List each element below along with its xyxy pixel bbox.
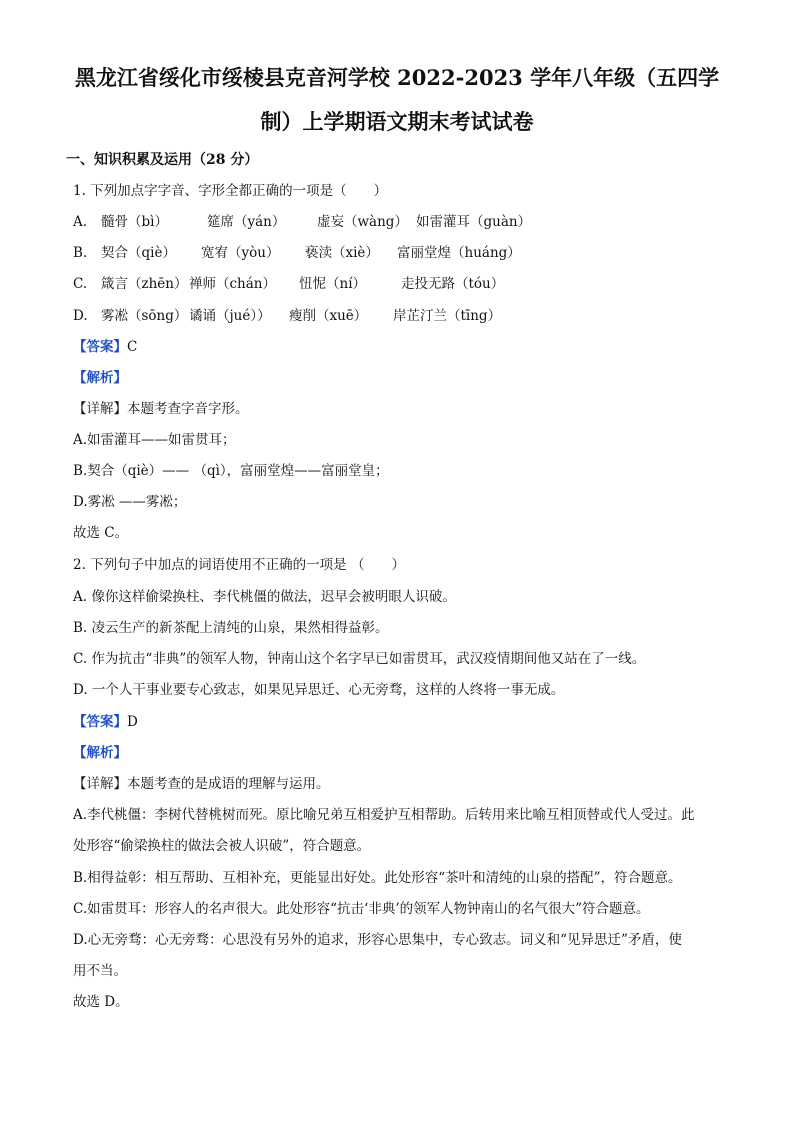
- q1-option-b: [73, 242, 521, 264]
- q1-stem: 1. 下列加点字字音、字形全都正确的一项是（ ）: [73, 183, 388, 199]
- option-letter: B.: [73, 245, 88, 261]
- q1-conclusion: 故选 C。: [73, 525, 129, 541]
- answer-value: C: [127, 339, 138, 355]
- option-word: 瘦削（xuē）: [289, 308, 368, 324]
- detail-text: 本题考查的是成语的理解与运用。: [127, 776, 330, 792]
- detail-text: 本题考查字音字形。: [127, 401, 249, 417]
- option-word: 禅师（chán）: [189, 276, 276, 292]
- option-word: 岸芷汀兰（tīng）: [393, 308, 502, 324]
- option-word: 谲诵（jué））: [189, 308, 271, 324]
- answer-tag: 【答案】: [73, 339, 127, 355]
- q1-option-c: [73, 273, 504, 295]
- q2-analysis-d: D.心无旁骛：心无旁骛：心思没有另外的追求，形容心思集中，专心致志。词义和“见异思迁”矛盾，使: [73, 932, 682, 948]
- q2-conclusion: 故选 D。: [73, 994, 129, 1010]
- q2-analysis-a: A.李代桃僵：李树代替桃树而死。原比喻兄弟互相爱护互相帮助。后转用来比喻互相顶替或代人受过。此: [73, 807, 695, 823]
- q1-analysis-b: B.契合（qiè）—— （qì），富丽堂煌——富丽堂皇；: [73, 463, 389, 479]
- q1-analysis-a: A.如雷灌耳——如雷贯耳；: [73, 432, 236, 448]
- option-word: 筵席（yán）: [207, 214, 286, 230]
- q1-option-a: [73, 211, 531, 233]
- option-word: 走投无路（tóu）: [401, 276, 505, 292]
- option-word: 虚妄（wàng）: [317, 214, 408, 230]
- q2-option-c: C. 作为抗击“非典”的领军人物，钟南山这个名字早已如雷贯耳，武汉疫情期间他又站在了一线。: [73, 651, 646, 667]
- option-word: 契合（qiè）: [101, 245, 176, 261]
- title-line-2: 制）上学期语文期末考试试卷: [260, 109, 534, 134]
- option-word: 如雷灌耳（guàn）: [416, 214, 532, 230]
- q2-option-a: A. 像你这样偷梁换柱、李代桃僵的做法，迟早会被明眼人识破。: [73, 589, 456, 605]
- q2-stem: 2. 下列句子中加点的词语使用不正确的一项是 （ ）: [73, 557, 405, 573]
- q1-detail: [73, 398, 249, 420]
- q1-option-d: [73, 305, 501, 327]
- q2-analysis-c: C.如雷贯耳：形容人的名声很大。此处形容“抗击‘非典’的领军人物钟南山的名气很大”符合题意。: [73, 901, 650, 917]
- option-word: 富丽堂煌（huáng）: [397, 245, 521, 261]
- section-heading: 一、知识积累及运用（28 分）: [66, 152, 259, 168]
- q2-analysis-a-cont: 处形容“偷梁换柱的做法会被人识破”，符合题意。: [73, 838, 371, 854]
- detail-tag: 【详解】: [73, 776, 127, 792]
- answer-tag: 【答案】: [73, 714, 127, 730]
- q2-option-d: D. 一个人干事业要专心致志，如果见异思迁、心无旁骛，这样的人终将一事无成。: [73, 682, 565, 698]
- q2-analysis-b: B.相得益彰：相互帮助、互相补充，更能显出好处。此处形容“茶叶和清纯的山泉的搭配”，符合题意。: [73, 870, 682, 886]
- q1-analysis-d: D.雾凇 ——雾凇；: [73, 494, 187, 510]
- q2-analysis-d-cont: 用不当。: [73, 963, 127, 979]
- option-letter: C.: [73, 276, 88, 292]
- option-word: 髓骨（bì）: [101, 214, 168, 230]
- analysis-tag: 【解析】: [73, 370, 127, 386]
- option-word: 箴言（zhēn）: [101, 276, 188, 292]
- q1-answer: [73, 336, 137, 358]
- title-line-1: 黑龙江省绥化市绥棱县克音河学校 2022-2023 学年八年级（五四学: [74, 65, 720, 90]
- option-word: 雾凇（sōng）: [101, 308, 188, 324]
- option-word: 宽宥（yòu）: [201, 245, 280, 261]
- q2-answer: [73, 711, 138, 733]
- analysis-tag: 【解析】: [73, 745, 127, 761]
- q2-analysis-heading: [73, 742, 127, 764]
- q2-detail: [73, 773, 330, 795]
- option-letter: D.: [73, 308, 88, 324]
- option-word: 忸怩（ní）: [299, 276, 367, 292]
- option-word: 亵渎（xiè）: [305, 245, 379, 261]
- detail-tag: 【详解】: [73, 401, 127, 417]
- q1-analysis-heading: [73, 367, 127, 389]
- option-letter: A.: [73, 214, 88, 230]
- answer-value: D: [127, 714, 138, 730]
- q2-option-b: B. 凌云生产的新茶配上清纯的山泉，果然相得益彰。: [73, 620, 389, 636]
